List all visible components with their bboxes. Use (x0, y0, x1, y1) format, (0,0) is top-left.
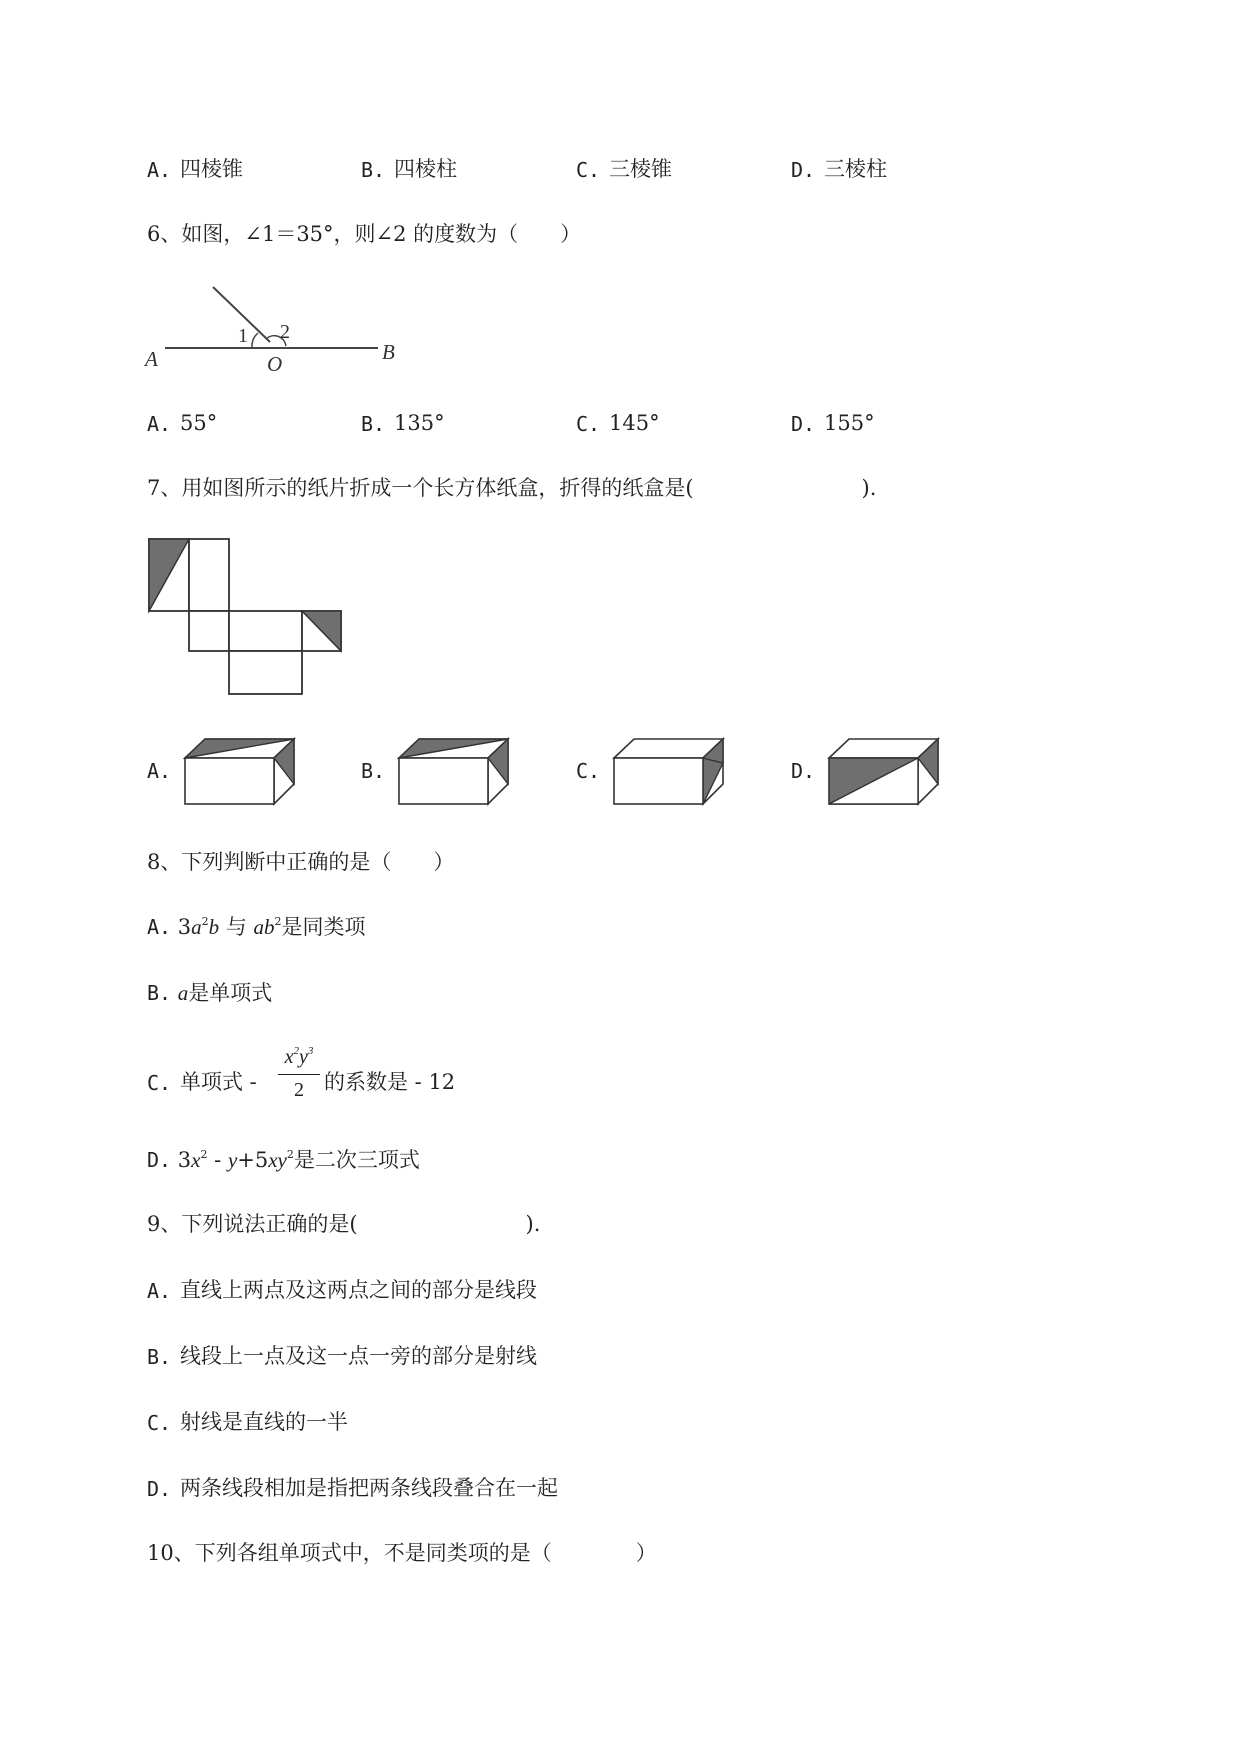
fraction-denominator: 2 (294, 1079, 304, 1101)
q5-option-c-label: C. (576, 158, 601, 182)
var-x: x (191, 1148, 201, 1172)
q5-option-a-text: 四棱锥 (180, 157, 243, 181)
conjunction: 与 (225, 915, 247, 939)
q7-option-a-label: A. (147, 759, 172, 783)
q6-option-a-text: 55° (180, 411, 218, 435)
q5-option-d-label: D. (791, 158, 816, 182)
coefficient-3: 3 (177, 915, 192, 939)
q9-option-b-text: 线段上一点及这一点一旁的部分是射线 (180, 1344, 537, 1368)
exponent: 2 (200, 1148, 208, 1161)
var-y: y (227, 1148, 238, 1172)
var-b: b (208, 915, 220, 939)
q8-option-d (147, 1150, 420, 1171)
q8-option-a-tail: 是同类项 (281, 915, 366, 939)
q7-option-b-label: B. (361, 759, 386, 783)
fraction-bar (278, 1074, 320, 1075)
box-option-a (184, 738, 296, 806)
var-xy: xy (268, 1148, 287, 1172)
q6-option-c-label: C. (576, 412, 601, 436)
q7-option-c-label: C. (576, 759, 601, 783)
exponent: 2 (274, 915, 282, 928)
box-option-c (613, 738, 725, 806)
q8-option-d-tail: 是二次三项式 (293, 1148, 420, 1172)
q10-stem: 10、下列各组单项式中，不是同类项的是（ ） (147, 1541, 657, 1565)
angle-2-label: 2 (280, 321, 290, 343)
var-a: a (191, 915, 202, 939)
q8-option-c-prefix: 单项式 - (180, 1070, 257, 1094)
q5-option-b-label: B. (361, 158, 386, 182)
fraction-numerator: $x^2y^3$ (284, 1045, 314, 1068)
plus-term: +5 (237, 1148, 269, 1172)
q5-option-d-text: 三棱柱 (824, 157, 887, 181)
q8-option-b-label: B. (147, 981, 172, 1005)
minus-sign: - (207, 1148, 228, 1172)
q6-option-d-text: 155° (824, 411, 875, 435)
q8-stem: 8、下列判断中正确的是（ ） (147, 850, 455, 874)
box-net-figure (148, 538, 343, 696)
q9-option-d-label: D. (147, 1477, 172, 1501)
q8-option-a-label: A. (147, 915, 172, 939)
exponent: 2 (201, 915, 209, 928)
q8-option-c-tail: 的系数是 - 12 (324, 1070, 456, 1094)
q8-option-d-label: D. (147, 1148, 172, 1172)
q9-stem: 9、下列说法正确的是( ). (147, 1212, 541, 1236)
q6-angle-figure (140, 280, 420, 380)
q6-option-a-label: A. (147, 412, 172, 436)
box-option-b (398, 738, 510, 806)
var-a: a (177, 981, 189, 1005)
q9-option-a-text: 直线上两点及这两点之间的部分是线段 (180, 1278, 537, 1302)
q6-stem: 6、如图，∠1＝35°，则∠2 的度数为（ ） (147, 222, 582, 246)
fraction (278, 1046, 320, 1102)
box-option-d (828, 738, 940, 806)
var-ab: ab (253, 915, 275, 939)
q6-option-c-text: 145° (609, 411, 660, 435)
point-o-label: O (267, 352, 283, 376)
q9-option-c-text: 射线是直线的一半 (180, 1410, 348, 1434)
q9-option-b-label: B. (147, 1345, 172, 1369)
q5-option-b-text: 四棱柱 (394, 157, 457, 181)
q6-option-b-label: B. (361, 412, 386, 436)
coefficient-3: 3 (177, 1148, 192, 1172)
q6-option-d-label: D. (791, 412, 816, 436)
q8-option-a (147, 917, 366, 938)
q8-option-c-label: C. (147, 1071, 172, 1095)
point-a-label: A (145, 347, 158, 371)
q8-option-b-tail: 是单项式 (188, 981, 273, 1005)
exponent: 2 (286, 1148, 294, 1161)
q7-stem: 7、用如图所示的纸片折成一个长方体纸盒，折得的纸盒是( ). (147, 476, 877, 500)
q7-option-d-label: D. (791, 759, 816, 783)
q9-option-c-label: C. (147, 1411, 172, 1435)
q5-option-c-text: 三棱锥 (609, 157, 672, 181)
q5-option-a-label: A. (147, 158, 172, 182)
q9-option-d-text: 两条线段相加是指把两条线段叠合在一起 (180, 1476, 558, 1500)
angle-1-label: 1 (238, 325, 248, 347)
q6-option-b-text: 135° (394, 411, 445, 435)
q9-option-a-label: A. (147, 1279, 172, 1303)
q8-option-b (147, 983, 272, 1004)
point-b-label: B (382, 340, 395, 364)
